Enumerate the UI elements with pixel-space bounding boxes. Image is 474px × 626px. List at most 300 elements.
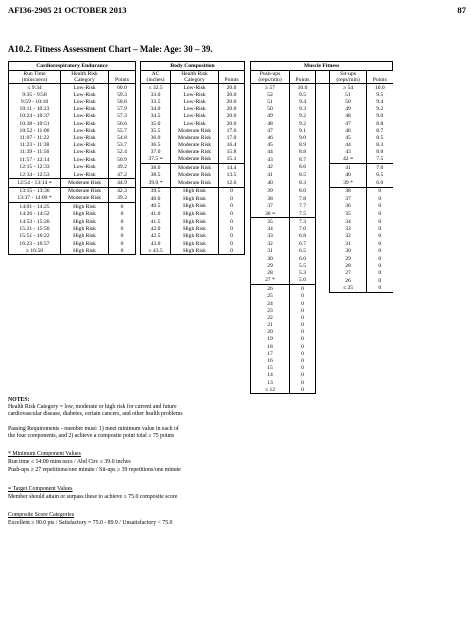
head-situps: Sit-ups xyxy=(340,71,356,77)
ac-cell: 37.5 ≡ xyxy=(141,156,171,164)
gap-cell xyxy=(393,300,461,307)
risk-cell: Low-Risk xyxy=(171,106,219,113)
empty-cell xyxy=(171,292,219,300)
spacer-cell xyxy=(316,322,330,329)
empty-cell xyxy=(61,270,109,277)
empty-cell xyxy=(367,322,393,329)
spacer-cell xyxy=(316,350,330,357)
points-cell: 57.9 xyxy=(109,106,136,113)
risk-cell: High Risk xyxy=(61,226,109,233)
pushup-reps-cell: 34 xyxy=(251,226,290,233)
gap-cell xyxy=(393,322,461,329)
pushup-reps-cell: 25 xyxy=(251,292,290,300)
table-row xyxy=(9,98,461,105)
empty-cell xyxy=(171,285,219,293)
situp-reps-cell: 49 xyxy=(330,106,367,113)
points-cell: 0 xyxy=(367,285,393,293)
empty-cell xyxy=(367,307,393,314)
points-cell: 0 xyxy=(109,247,136,255)
table-row xyxy=(9,164,461,172)
table-row xyxy=(9,300,461,307)
table-row xyxy=(9,343,461,350)
points-cell: 10.0 xyxy=(367,84,393,92)
risk-cell: Low-Risk xyxy=(171,113,219,120)
pushup-reps-cell: 49 xyxy=(251,113,290,120)
risk-cell: High Risk xyxy=(61,218,109,226)
table-row xyxy=(9,372,461,379)
risk-cell: High Risk xyxy=(171,210,219,218)
empty-cell xyxy=(367,329,393,336)
spacer-cell xyxy=(316,142,330,149)
risk-cell: High Risk xyxy=(61,203,109,211)
notes-health-risk-1: Health Risk Category = low, moderate or high risk for current and future xyxy=(8,404,177,410)
risk-cell: Moderate Risk xyxy=(171,164,219,172)
notes-min-heading: * Minimum Component Values xyxy=(8,451,81,457)
empty-cell xyxy=(141,322,171,329)
run-time-cell: 11:39 - 11:56 xyxy=(9,149,61,156)
table-row xyxy=(9,240,461,247)
points-cell: 0 xyxy=(367,195,393,203)
empty-cell xyxy=(109,343,136,350)
fitness-table xyxy=(8,61,461,394)
run-time-cell: 10:38 - 10:51 xyxy=(9,120,61,127)
gap-cell xyxy=(393,127,461,134)
run-time-cell: 10:11 - 10:23 xyxy=(9,106,61,113)
empty-cell xyxy=(9,314,61,321)
run-time-cell: 10:52 - 11:06 xyxy=(9,127,61,134)
situp-reps-cell: 41 xyxy=(330,164,367,172)
table-row xyxy=(9,203,461,211)
empty-cell xyxy=(9,255,61,263)
points-cell: 8.0 xyxy=(367,149,393,156)
points-cell: 20.0 xyxy=(219,106,245,113)
pushup-reps-cell: 17 xyxy=(251,350,290,357)
empty-cell xyxy=(109,307,136,314)
situp-reps-cell: 40 xyxy=(330,171,367,179)
spacer-cell xyxy=(316,187,330,195)
situp-reps-cell: 38 xyxy=(330,187,367,195)
pushup-reps-cell: 18 xyxy=(251,343,290,350)
empty-cell xyxy=(367,386,393,394)
empty-cell xyxy=(367,292,393,300)
spacer-cell xyxy=(316,210,330,218)
empty-cell xyxy=(61,277,109,285)
risk-cell: Low-Risk xyxy=(171,91,219,98)
head-points-3: Points xyxy=(290,71,316,84)
situp-reps-cell: 27 xyxy=(330,270,367,277)
table-row xyxy=(9,285,461,293)
run-time-cell: 12:15 - 12:33 xyxy=(9,164,61,172)
points-cell: 7.0 xyxy=(290,226,316,233)
empty-cell xyxy=(367,350,393,357)
head-risk-2b: Category xyxy=(184,77,205,83)
section-cardio: Cardiorespiratory Endurance xyxy=(9,62,136,71)
head-points-1: Points xyxy=(109,71,136,84)
table-row xyxy=(9,127,461,134)
risk-cell: Moderate Risk xyxy=(171,149,219,156)
points-cell: 6.0 xyxy=(290,255,316,263)
table-row xyxy=(9,179,461,187)
spacer-cell xyxy=(316,106,330,113)
gap-cell xyxy=(393,171,461,179)
notes-target-heading: ≡ Target Component Values xyxy=(8,486,73,492)
points-cell: 0 xyxy=(290,386,316,394)
run-time-cell: 15:21 - 15:50 xyxy=(9,226,61,233)
run-time-cell: ≤ 9:34 xyxy=(9,84,61,92)
spacer-cell xyxy=(316,307,330,314)
empty-cell xyxy=(330,300,367,307)
points-cell: 6.7 xyxy=(290,240,316,247)
table-row xyxy=(9,379,461,386)
table-row xyxy=(9,336,461,343)
empty-cell xyxy=(9,372,61,379)
empty-cell xyxy=(61,307,109,314)
run-time-cell: 14:01 - 14:25 xyxy=(9,203,61,211)
empty-cell xyxy=(141,350,171,357)
empty-cell xyxy=(367,343,393,350)
empty-cell xyxy=(171,372,219,379)
empty-cell xyxy=(330,307,367,314)
gap-cell xyxy=(393,336,461,343)
spacer-cell xyxy=(316,292,330,300)
points-cell: 7.0 xyxy=(367,164,393,172)
empty-cell xyxy=(9,263,61,270)
points-cell: 0 xyxy=(290,329,316,336)
run-time-cell: 9:35 - 9:58 xyxy=(9,91,61,98)
notes-min-2: Push-ups ≥ 27 repetitions/one minute / Sit-ups ≥ 39 repetitions/one minute xyxy=(8,467,181,473)
gap-cell xyxy=(393,329,461,336)
spacer-cell xyxy=(316,113,330,120)
empty-cell xyxy=(330,386,367,394)
gap-cell xyxy=(393,263,461,270)
points-cell: 5.0 xyxy=(290,277,316,285)
spacer-cell xyxy=(316,179,330,187)
pushup-reps-cell: 35 xyxy=(251,218,290,226)
empty-cell xyxy=(109,270,136,277)
spacer-cell xyxy=(316,84,330,92)
pushup-reps-cell: 42 xyxy=(251,164,290,172)
points-cell: 0 xyxy=(367,277,393,285)
table-row xyxy=(9,156,461,164)
notes-passing-2: the four components, and 2) achieve a composite point total ≥ 75 points xyxy=(8,433,175,439)
points-cell: 0 xyxy=(290,372,316,379)
empty-cell xyxy=(141,307,171,314)
pushup-reps-cell: 28 xyxy=(251,270,290,277)
empty-cell xyxy=(171,386,219,394)
pushup-reps-cell: 39 xyxy=(251,187,290,195)
empty-cell xyxy=(61,314,109,321)
situp-reps-cell: 44 xyxy=(330,142,367,149)
empty-cell xyxy=(367,379,393,386)
points-cell: 39.3 xyxy=(109,195,136,203)
points-cell: 7.7 xyxy=(290,203,316,211)
empty-cell xyxy=(61,292,109,300)
points-cell: 0 xyxy=(219,226,245,233)
empty-cell xyxy=(141,292,171,300)
empty-cell xyxy=(61,379,109,386)
points-cell: 0 xyxy=(219,195,245,203)
run-time-cell: 13:15 - 13:36 xyxy=(9,187,61,195)
points-cell: 0 xyxy=(367,270,393,277)
table-row xyxy=(9,171,461,179)
pushup-reps-cell: 47 xyxy=(251,127,290,134)
head-points-2: Points xyxy=(219,71,245,84)
points-cell: 0 xyxy=(290,336,316,343)
empty-cell xyxy=(219,386,245,394)
empty-cell xyxy=(171,314,219,321)
empty-cell xyxy=(109,322,136,329)
points-cell: 14.4 xyxy=(219,164,245,172)
empty-cell xyxy=(109,372,136,379)
risk-cell: High Risk xyxy=(171,240,219,247)
empty-cell xyxy=(367,314,393,321)
run-time-cell: 12:54 - 13:14 ≡ xyxy=(9,179,61,187)
points-cell: 8.8 xyxy=(367,120,393,127)
empty-cell xyxy=(171,322,219,329)
points-cell: 0 xyxy=(109,226,136,233)
points-cell: 8.3 xyxy=(290,179,316,187)
pushup-reps-cell: 33 xyxy=(251,233,290,240)
empty-cell xyxy=(141,277,171,285)
ac-cell: 39.5 xyxy=(141,187,171,195)
points-cell: 15.8 xyxy=(219,149,245,156)
points-cell: 0 xyxy=(367,255,393,263)
situp-reps-cell: 33 xyxy=(330,226,367,233)
points-cell: 0 xyxy=(109,210,136,218)
empty-cell xyxy=(171,270,219,277)
points-cell: 8.0 xyxy=(290,187,316,195)
points-cell: 0 xyxy=(367,187,393,195)
points-cell: 10.0 xyxy=(290,84,316,92)
spacer-cell xyxy=(316,314,330,321)
empty-cell xyxy=(171,255,219,263)
pushup-reps-cell: 40 xyxy=(251,179,290,187)
empty-cell xyxy=(171,329,219,336)
points-cell: 17.6 xyxy=(219,127,245,134)
gap-cell xyxy=(393,343,461,350)
situp-reps-cell: 32 xyxy=(330,233,367,240)
empty-cell xyxy=(9,343,61,350)
points-cell: 8.5 xyxy=(290,171,316,179)
empty-cell xyxy=(61,263,109,270)
notes-target-line: Member should attain or surpass these to achieve ≥ 75.0 composite score xyxy=(8,494,178,500)
gap-cell xyxy=(393,277,461,285)
points-cell: 0 xyxy=(290,357,316,364)
empty-cell xyxy=(171,277,219,285)
empty-cell xyxy=(219,357,245,364)
empty-cell xyxy=(109,263,136,270)
spacer-cell xyxy=(316,365,330,372)
head-run-units: (mins:secs) xyxy=(21,77,48,83)
spacer-cell xyxy=(316,329,330,336)
spacer-cell xyxy=(316,247,330,255)
empty-cell xyxy=(61,336,109,343)
empty-cell xyxy=(141,263,171,270)
risk-cell: Moderate Risk xyxy=(61,195,109,203)
empty-cell xyxy=(171,336,219,343)
empty-cell xyxy=(109,350,136,357)
spacer-cell xyxy=(316,357,330,364)
situp-reps-cell: 46 xyxy=(330,127,367,134)
spacer-cell xyxy=(316,195,330,203)
run-time-cell: 16:23 - 16:57 xyxy=(9,240,61,247)
empty-cell xyxy=(9,379,61,386)
points-cell: 6.5 xyxy=(367,171,393,179)
gap-cell xyxy=(393,98,461,105)
empty-cell xyxy=(141,372,171,379)
empty-cell xyxy=(171,357,219,364)
points-cell: 0 xyxy=(219,233,245,240)
situp-reps-cell: 36 xyxy=(330,203,367,211)
run-time-cell: 12:34 - 12:53 xyxy=(9,171,61,179)
empty-cell xyxy=(141,329,171,336)
points-cell: 0 xyxy=(367,210,393,218)
points-cell: 0 xyxy=(367,218,393,226)
table-row xyxy=(9,307,461,314)
empty-cell xyxy=(109,314,136,321)
situp-reps-cell: 31 xyxy=(330,240,367,247)
table-row xyxy=(9,91,461,98)
pushup-reps-cell: 14 xyxy=(251,372,290,379)
table-row xyxy=(9,350,461,357)
empty-cell xyxy=(141,365,171,372)
empty-cell xyxy=(9,329,61,336)
pushup-reps-cell: 41 xyxy=(251,171,290,179)
empty-cell xyxy=(61,372,109,379)
points-cell: 0 xyxy=(290,314,316,321)
run-time-cell: 14:53 - 15:20 xyxy=(9,218,61,226)
table-row xyxy=(9,247,461,255)
risk-cell: Low-Risk xyxy=(171,120,219,127)
run-time-cell: 13:37 - 14:00 * xyxy=(9,195,61,203)
points-cell: 0 xyxy=(219,247,245,255)
risk-cell: Moderate Risk xyxy=(61,179,109,187)
table-row xyxy=(9,84,461,92)
situp-reps-cell: 51 xyxy=(330,91,367,98)
ac-cell: 40.5 xyxy=(141,203,171,211)
ac-cell: 39.0 * xyxy=(141,179,171,187)
notes-comp-heading: Composite Score Categories xyxy=(8,512,75,518)
risk-cell: Low-Risk xyxy=(61,134,109,141)
table-row xyxy=(9,120,461,127)
risk-cell: Moderate Risk xyxy=(171,134,219,141)
gap-cell xyxy=(393,91,461,98)
gap-cell xyxy=(393,255,461,263)
empty-cell xyxy=(9,322,61,329)
risk-cell: Low-Risk xyxy=(61,149,109,156)
table-row xyxy=(9,149,461,156)
empty-cell xyxy=(9,307,61,314)
points-cell: 9.5 xyxy=(290,91,316,98)
gap-cell xyxy=(393,357,461,364)
empty-cell xyxy=(9,270,61,277)
spacer-cell xyxy=(316,127,330,134)
ac-cell: 33.0 xyxy=(141,91,171,98)
table-row xyxy=(9,365,461,372)
situp-reps-cell: 26 xyxy=(330,277,367,285)
empty-cell xyxy=(9,277,61,285)
gap-cell xyxy=(393,134,461,141)
empty-cell xyxy=(219,314,245,321)
points-cell: 0 xyxy=(290,285,316,293)
gap-cell xyxy=(393,203,461,211)
empty-cell xyxy=(9,292,61,300)
risk-cell: Low-Risk xyxy=(171,84,219,92)
empty-cell xyxy=(330,336,367,343)
pushup-reps-cell: 37 xyxy=(251,203,290,211)
situp-reps-cell: 39 * xyxy=(330,179,367,187)
points-cell: 5.5 xyxy=(290,263,316,270)
ac-cell: 42.5 xyxy=(141,233,171,240)
empty-cell xyxy=(219,329,245,336)
head-ac: AC xyxy=(151,71,160,77)
points-cell: 9.1 xyxy=(290,127,316,134)
empty-cell xyxy=(219,336,245,343)
gap-cell xyxy=(393,156,461,164)
head-risk-2: Health Risk xyxy=(181,71,208,77)
empty-cell xyxy=(219,350,245,357)
spacer-cell xyxy=(316,270,330,277)
gap-cell xyxy=(393,195,461,203)
points-cell: 0 xyxy=(367,263,393,270)
ac-cell: ≤ 32.5 xyxy=(141,84,171,92)
points-cell: 56.6 xyxy=(109,120,136,127)
table-row xyxy=(9,357,461,364)
situp-reps-cell: 34 xyxy=(330,218,367,226)
empty-cell xyxy=(219,379,245,386)
empty-cell xyxy=(109,336,136,343)
points-cell: 8.8 xyxy=(290,149,316,156)
points-cell: 8.7 xyxy=(367,127,393,134)
risk-cell: Low-Risk xyxy=(171,98,219,105)
pushup-reps-cell: ≥ 57 xyxy=(251,84,290,92)
run-time-cell: ≥ 16:58 xyxy=(9,247,61,255)
empty-cell xyxy=(109,277,136,285)
gap-cell xyxy=(393,307,461,314)
risk-cell: Low-Risk xyxy=(61,120,109,127)
ac-cell: 37.0 xyxy=(141,149,171,156)
points-cell: 0 xyxy=(219,218,245,226)
spacer-cell xyxy=(316,255,330,263)
empty-cell xyxy=(330,350,367,357)
section-body: Body Composition xyxy=(141,62,245,71)
risk-cell: High Risk xyxy=(61,233,109,240)
points-cell: 8.5 xyxy=(367,134,393,141)
notes-health-risk-2: cardiovascular disease, diabetes, certain cancers, and other health problems xyxy=(8,411,183,417)
head-pushups-units: (reps/min) xyxy=(258,77,282,83)
empty-cell xyxy=(330,329,367,336)
situp-reps-cell: 29 xyxy=(330,255,367,263)
empty-cell xyxy=(367,372,393,379)
situp-reps-cell: 48 xyxy=(330,113,367,120)
gap-cell xyxy=(393,226,461,233)
head-pushups: Push-ups xyxy=(259,71,281,77)
points-cell: 0 xyxy=(290,379,316,386)
ac-cell: 36.5 xyxy=(141,142,171,149)
points-cell: 54.8 xyxy=(109,134,136,141)
spacer-cell xyxy=(316,300,330,307)
situp-reps-cell: 43 xyxy=(330,149,367,156)
ac-cell: 38.5 xyxy=(141,171,171,179)
points-cell: 9.2 xyxy=(290,120,316,127)
risk-cell: Moderate Risk xyxy=(171,171,219,179)
empty-cell xyxy=(219,270,245,277)
empty-cell xyxy=(61,285,109,293)
empty-cell xyxy=(367,357,393,364)
risk-cell: High Risk xyxy=(61,210,109,218)
points-cell: 0 xyxy=(367,240,393,247)
run-time-cell: 11:23 - 11:38 xyxy=(9,142,61,149)
